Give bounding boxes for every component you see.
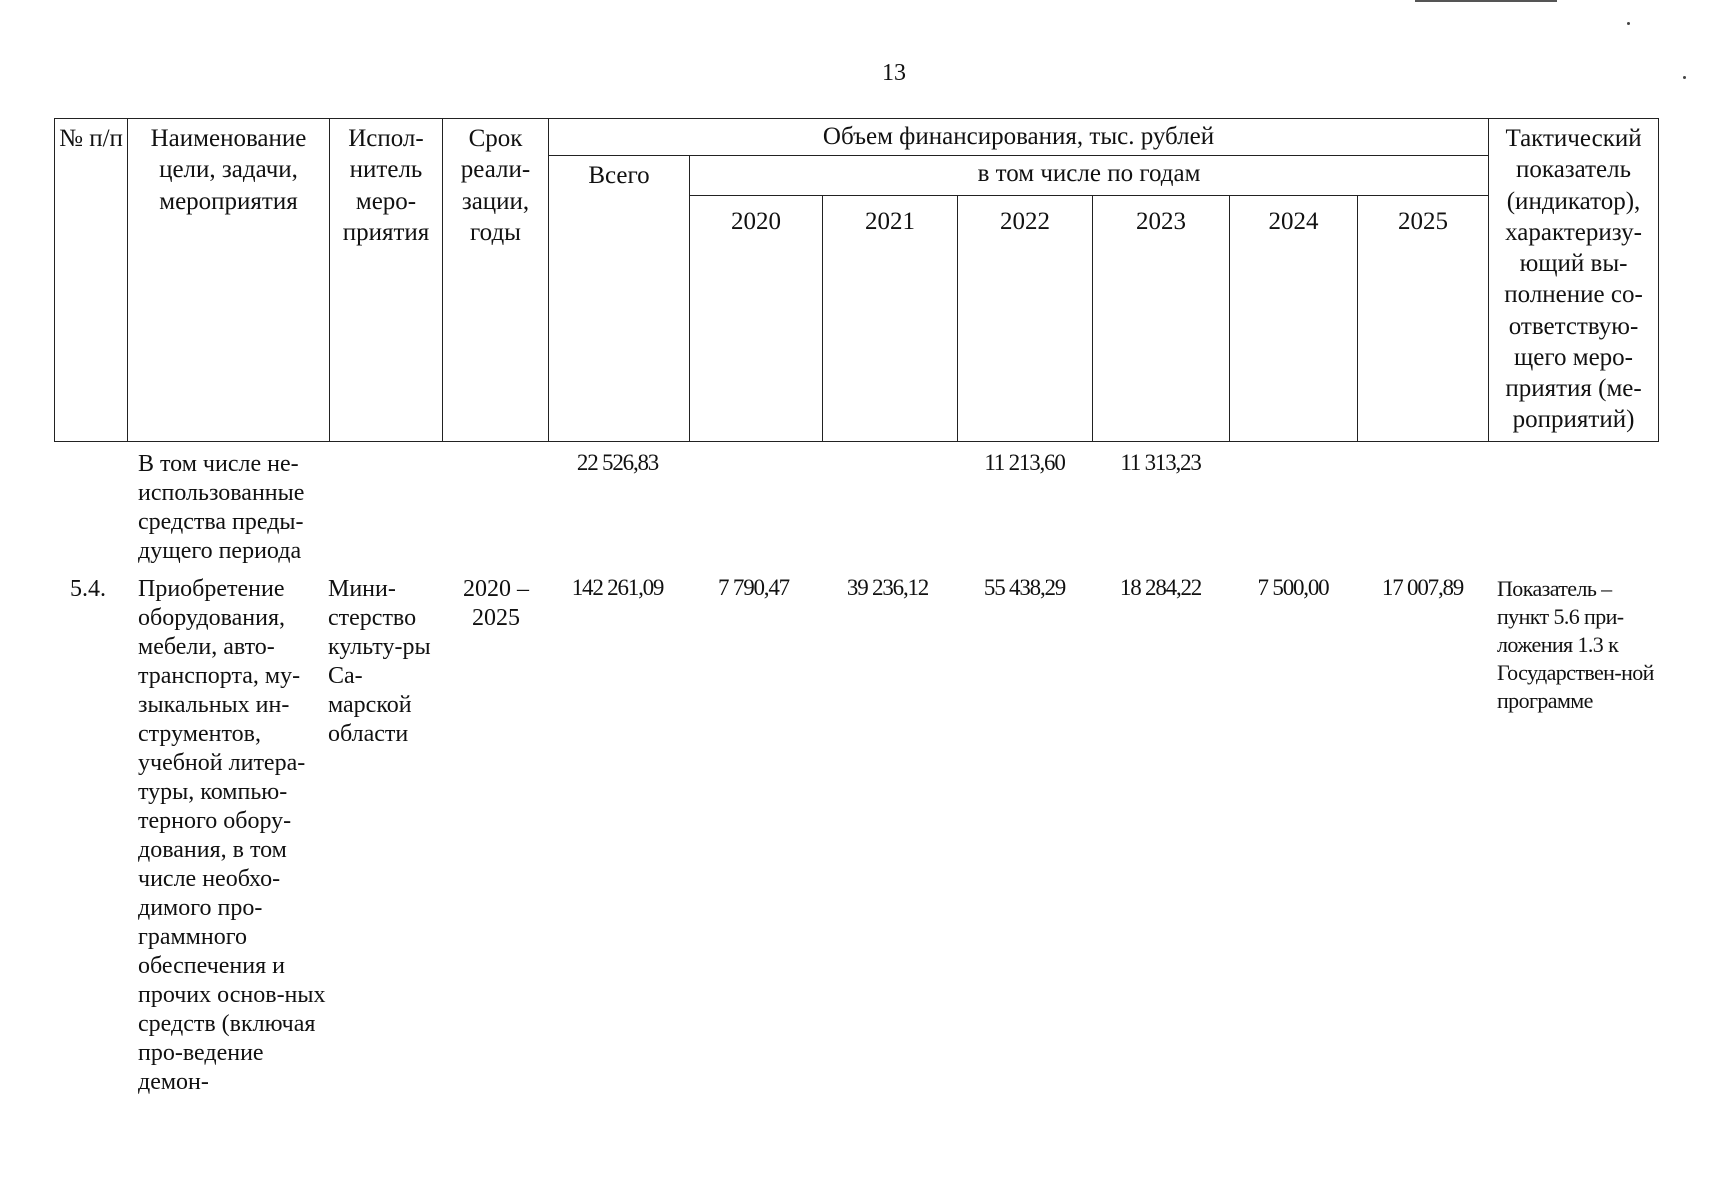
row-year-2022: 55 438,29 — [983, 575, 1066, 600]
row-executor: Мини-стерство культу-ры Са-марской области — [328, 576, 431, 747]
header-year-2023: 2023 — [1093, 196, 1230, 442]
row-year-2022: 11 213,60 — [984, 450, 1065, 475]
row-num: 5.4. — [70, 576, 106, 602]
row-total: 142 261,09 — [571, 575, 664, 600]
page-number: 13 — [882, 60, 906, 86]
header-year-2025: 2025 — [1358, 196, 1489, 442]
row-indicator: Показатель – пункт 5.6 при-ложения 1.3 к Государствен-ной программе — [1497, 576, 1654, 713]
row-year-2025: 17 007,89 — [1381, 575, 1464, 600]
row-name: Приобретение оборудования, мебели, авто-транспорта, му-зыкальных ин-струментов, учебной литера-туры, компью-терного обору-дования, в том числе необхо-димого про-граммного обеспечения и прочих основ-ных средств (включая про-ведение демон- — [138, 576, 326, 1095]
table-header — [54, 118, 1659, 442]
row-name: В том числе не-использованные средства преды-дущего периода — [138, 451, 305, 564]
row-year-2021: 39 236,12 — [846, 575, 929, 600]
header-year-2021: 2021 — [823, 196, 958, 442]
row-year-2023: 11 313,23 — [1120, 450, 1201, 475]
header-name: Наименование цели, задачи, мероприятия — [128, 119, 330, 442]
row-term: 2020 – 2025 — [463, 576, 529, 631]
header-year-2020: 2020 — [690, 196, 823, 442]
header-term: Срок реали-зации, годы — [443, 119, 549, 442]
header-by-years: в том числе по годам — [690, 156, 1489, 196]
header-executor: Испол-нитель меро-приятия — [330, 119, 443, 442]
row-year-2023: 18 284,22 — [1119, 575, 1202, 600]
header-financing: Объем финансирования, тыс. рублей — [549, 119, 1489, 156]
scan-speck — [1627, 22, 1630, 25]
top-rule — [1415, 0, 1557, 2]
header-year-2024: 2024 — [1230, 196, 1358, 442]
header-num: № п/п — [55, 119, 128, 442]
header-total: Всего — [549, 156, 690, 442]
header-indicator: Тактический показатель (индикатор), характеризу-ющий вы-полнение со-ответствую-щего меро-приятия (ме-роприятий) — [1489, 119, 1659, 442]
header-year-2022: 2022 — [958, 196, 1093, 442]
row-year-2020: 7 790,47 — [718, 575, 789, 600]
row-year-2024: 7 500,00 — [1257, 575, 1329, 600]
row-total: 22 526,83 — [576, 450, 659, 475]
